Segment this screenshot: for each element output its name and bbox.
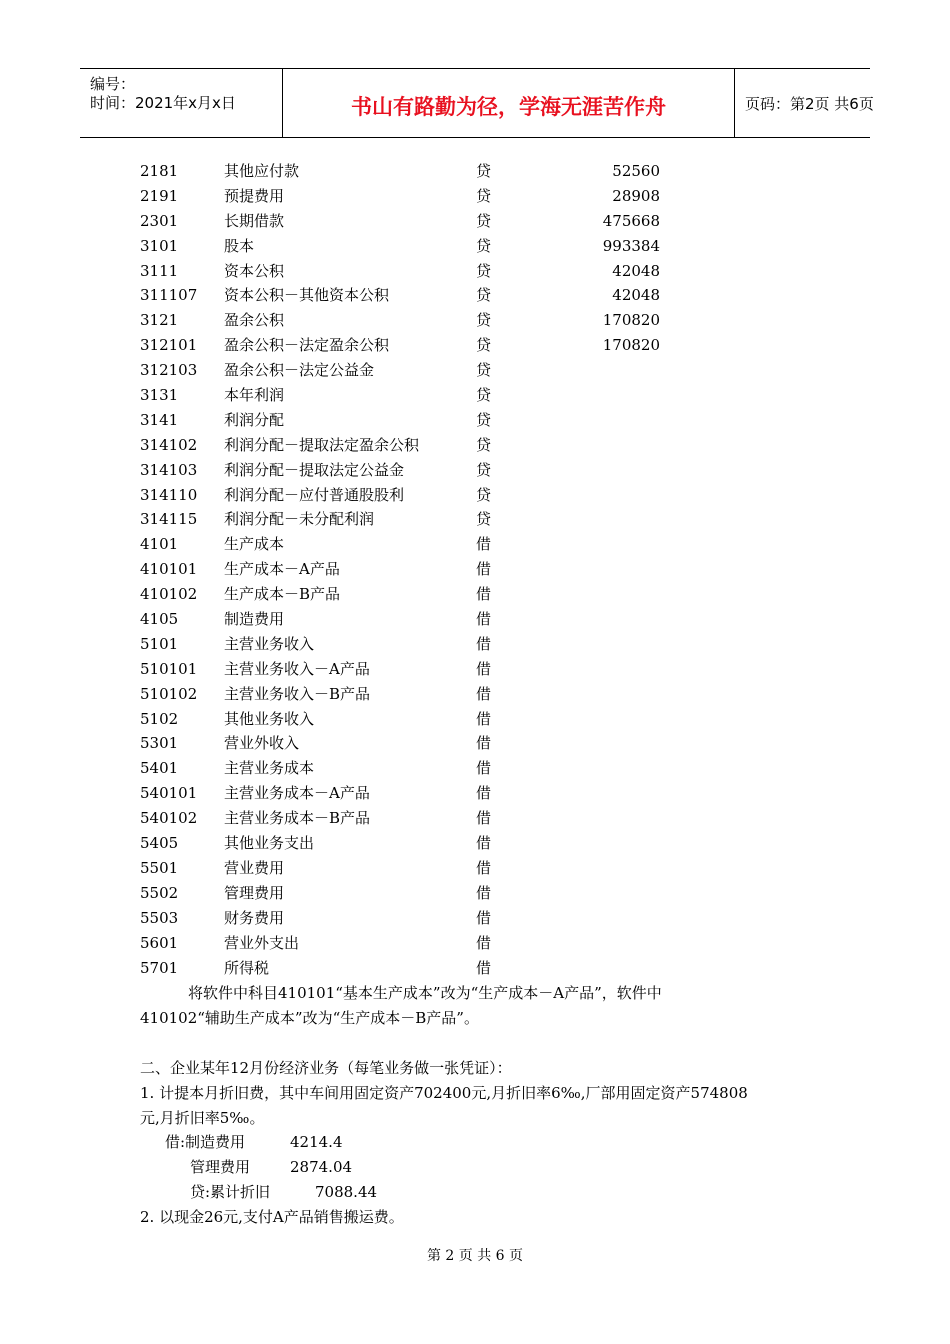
account-code: 312101 bbox=[140, 336, 198, 355]
account-name: 盈余公积 bbox=[224, 311, 285, 330]
account-name: 所得税 bbox=[224, 958, 270, 977]
account-amount: 993384 bbox=[602, 236, 660, 255]
account-row bbox=[0, 358, 950, 383]
account-name: 利润分配－未分配利润 bbox=[224, 510, 375, 529]
account-name: 长期借款 bbox=[224, 211, 285, 230]
account-name: 主营业务收入－B产品 bbox=[224, 684, 371, 703]
account-row bbox=[0, 234, 950, 259]
account-code: 4105 bbox=[140, 610, 179, 629]
account-amount: 52560 bbox=[612, 162, 660, 180]
document-number-label: 编号： bbox=[90, 75, 136, 93]
account-name: 股本 bbox=[224, 236, 255, 255]
account-row bbox=[0, 931, 950, 956]
account-name: 利润分配－提取法定公益金 bbox=[224, 460, 405, 479]
account-direction: 借 bbox=[476, 634, 492, 653]
account-name: 其他业务支出 bbox=[224, 834, 315, 853]
account-name: 管理费用 bbox=[224, 883, 285, 902]
account-direction: 贷 bbox=[476, 236, 492, 255]
account-row bbox=[0, 607, 950, 632]
account-direction: 借 bbox=[476, 908, 492, 927]
account-direction: 借 bbox=[476, 834, 492, 853]
entry-debit-label: 借:制造费用 bbox=[165, 1133, 246, 1151]
account-name: 盈余公积－法定公益金 bbox=[224, 361, 375, 380]
account-name: 资本公积 bbox=[224, 261, 285, 280]
account-direction: 贷 bbox=[476, 435, 492, 454]
account-name: 生产成本－A产品 bbox=[224, 560, 340, 579]
account-direction: 借 bbox=[476, 734, 492, 753]
account-code: 5401 bbox=[140, 759, 179, 778]
account-code: 314102 bbox=[140, 435, 198, 454]
header-info-cell bbox=[80, 69, 283, 137]
account-code: 5101 bbox=[140, 634, 179, 653]
account-code: 5601 bbox=[140, 933, 179, 952]
account-direction: 借 bbox=[476, 933, 492, 952]
account-row bbox=[0, 632, 950, 657]
account-name: 营业外支出 bbox=[224, 933, 300, 952]
account-code: 314110 bbox=[140, 485, 198, 504]
account-code: 540102 bbox=[140, 809, 198, 828]
item-1-line-1: 1. 计提本月折旧费，其中车间用固定资产702400元,月折旧率6‰,厂部用固定资产574808 bbox=[140, 1084, 748, 1102]
account-direction: 借 bbox=[476, 883, 492, 902]
account-row bbox=[0, 657, 950, 682]
account-row bbox=[0, 532, 950, 557]
account-code: 5102 bbox=[140, 709, 179, 728]
account-name: 利润分配 bbox=[224, 410, 285, 429]
account-code: 2191 bbox=[140, 186, 179, 205]
account-name: 本年利润 bbox=[224, 386, 285, 405]
account-row bbox=[0, 308, 950, 333]
account-code: 510101 bbox=[140, 659, 198, 678]
account-code: 3141 bbox=[140, 410, 179, 429]
account-row bbox=[0, 831, 950, 856]
account-direction: 借 bbox=[476, 535, 492, 554]
account-direction: 借 bbox=[476, 709, 492, 728]
account-code: 5503 bbox=[140, 908, 179, 927]
account-direction: 贷 bbox=[476, 410, 492, 429]
account-direction: 借 bbox=[476, 585, 492, 604]
account-code: 312103 bbox=[140, 361, 198, 380]
account-row bbox=[0, 557, 950, 582]
account-row bbox=[0, 433, 950, 458]
account-name: 营业外收入 bbox=[224, 734, 300, 753]
account-direction: 借 bbox=[476, 858, 492, 877]
account-code: 5502 bbox=[140, 883, 179, 902]
account-name: 其他业务收入 bbox=[224, 709, 315, 728]
account-name: 主营业务成本－A产品 bbox=[224, 784, 370, 803]
account-name: 其他应付款 bbox=[224, 162, 300, 180]
item-2: 2. 以现金26元,支付A产品销售搬运费。 bbox=[140, 1208, 404, 1226]
account-direction: 借 bbox=[476, 809, 492, 828]
account-code: 2181 bbox=[140, 162, 179, 180]
account-code: 2301 bbox=[140, 211, 179, 230]
account-amount: 42048 bbox=[612, 286, 660, 305]
entry-credit-amount: 7088.44 bbox=[315, 1183, 378, 1201]
account-name: 生产成本－B产品 bbox=[224, 585, 341, 604]
entry-debit-amount: 4214.4 bbox=[290, 1133, 343, 1151]
section-heading: 二、企业某年12月份经济业务（每笔业务做一张凭证）： bbox=[140, 1059, 512, 1077]
account-name: 主营业务收入－A产品 bbox=[224, 659, 370, 678]
account-code: 5701 bbox=[140, 958, 179, 977]
account-code: 314103 bbox=[140, 460, 198, 479]
account-code: 410101 bbox=[140, 560, 198, 579]
account-row bbox=[0, 956, 950, 981]
entry-debit2-amount: 2874.04 bbox=[290, 1158, 353, 1176]
account-code: 314115 bbox=[140, 510, 198, 529]
account-code: 3111 bbox=[140, 261, 179, 280]
account-row bbox=[0, 756, 950, 781]
document-time-label: 时间：2021年x月x日 bbox=[90, 94, 236, 112]
account-direction: 借 bbox=[476, 759, 492, 778]
account-list bbox=[0, 159, 950, 980]
account-row bbox=[0, 333, 950, 358]
account-row bbox=[0, 707, 950, 732]
account-row bbox=[0, 906, 950, 931]
account-code: 5405 bbox=[140, 834, 179, 853]
account-direction: 借 bbox=[476, 560, 492, 579]
account-direction: 贷 bbox=[476, 336, 492, 355]
account-name: 盈余公积－法定盈余公积 bbox=[224, 336, 390, 355]
item-1-line-2: 元,月折旧率5‰。 bbox=[140, 1109, 265, 1127]
account-code: 311107 bbox=[140, 286, 198, 305]
account-direction: 贷 bbox=[476, 460, 492, 479]
account-direction: 贷 bbox=[476, 361, 492, 380]
account-row bbox=[0, 383, 950, 408]
account-code: 5301 bbox=[140, 734, 179, 753]
note-line-1: 将软件中科目410101“基本生产成本”改为“生产成本－A产品”，软件中 bbox=[188, 984, 662, 1002]
account-row bbox=[0, 856, 950, 881]
account-row bbox=[0, 283, 950, 308]
entry-credit-label: 贷:累计折旧 bbox=[190, 1183, 271, 1201]
account-name: 生产成本 bbox=[224, 535, 285, 554]
account-amount: 42048 bbox=[612, 261, 660, 280]
page-header bbox=[80, 68, 874, 138]
account-direction: 贷 bbox=[476, 261, 492, 280]
account-row bbox=[0, 483, 950, 508]
account-direction: 借 bbox=[476, 784, 492, 803]
account-direction: 贷 bbox=[476, 311, 492, 330]
account-code: 510102 bbox=[140, 684, 198, 703]
account-code: 410102 bbox=[140, 585, 198, 604]
account-row bbox=[0, 682, 950, 707]
account-name: 利润分配－应付普通股股利 bbox=[224, 485, 405, 504]
account-direction: 贷 bbox=[476, 162, 492, 180]
account-row bbox=[0, 507, 950, 532]
account-direction: 借 bbox=[476, 684, 492, 703]
header-page-info: 页码：第2页 共6页 bbox=[745, 95, 874, 113]
account-row bbox=[0, 259, 950, 284]
account-name: 资本公积－其他资本公积 bbox=[224, 286, 390, 305]
account-name: 主营业务成本－B产品 bbox=[224, 809, 371, 828]
header-page-cell bbox=[735, 69, 874, 137]
account-row bbox=[0, 159, 950, 184]
note-line-2: 410102“辅助生产成本”改为“生产成本－B产品”。 bbox=[140, 1009, 479, 1027]
account-code: 5501 bbox=[140, 858, 179, 877]
account-name: 财务费用 bbox=[224, 908, 285, 927]
account-amount: 475668 bbox=[602, 211, 660, 230]
page-footer: 第 2 页 共 6 页 bbox=[426, 1248, 524, 1264]
account-name: 利润分配－提取法定盈余公积 bbox=[224, 435, 420, 454]
account-row bbox=[0, 209, 950, 234]
account-amount: 170820 bbox=[602, 311, 660, 330]
account-code: 3101 bbox=[140, 236, 179, 255]
account-row bbox=[0, 408, 950, 433]
account-name: 主营业务成本 bbox=[224, 759, 315, 778]
account-code: 3121 bbox=[140, 311, 179, 330]
account-direction: 贷 bbox=[476, 211, 492, 230]
account-row bbox=[0, 731, 950, 756]
account-row bbox=[0, 184, 950, 209]
account-direction: 贷 bbox=[476, 510, 492, 529]
account-row bbox=[0, 881, 950, 906]
account-code: 4101 bbox=[140, 535, 179, 554]
account-row bbox=[0, 582, 950, 607]
account-code: 3131 bbox=[140, 386, 179, 405]
account-direction: 借 bbox=[476, 610, 492, 629]
account-name: 制造费用 bbox=[224, 610, 285, 629]
account-row bbox=[0, 781, 950, 806]
account-amount: 28908 bbox=[612, 186, 660, 205]
account-direction: 贷 bbox=[476, 286, 492, 305]
account-direction: 贷 bbox=[476, 186, 492, 205]
account-amount: 170820 bbox=[602, 336, 660, 355]
header-motto-cell bbox=[283, 69, 735, 137]
account-code: 540101 bbox=[140, 784, 198, 803]
account-name: 营业费用 bbox=[224, 858, 285, 877]
account-name: 预提费用 bbox=[224, 186, 285, 205]
account-row bbox=[0, 458, 950, 483]
account-row bbox=[0, 806, 950, 831]
account-name: 主营业务收入 bbox=[224, 634, 315, 653]
account-direction: 借 bbox=[476, 958, 492, 977]
header-motto: 书山有路勤为径，学海无涯苦作舟 bbox=[351, 95, 666, 119]
account-direction: 借 bbox=[476, 659, 492, 678]
entry-debit2-label: 管理费用 bbox=[190, 1158, 251, 1176]
account-direction: 贷 bbox=[476, 386, 492, 405]
account-direction: 贷 bbox=[476, 485, 492, 504]
